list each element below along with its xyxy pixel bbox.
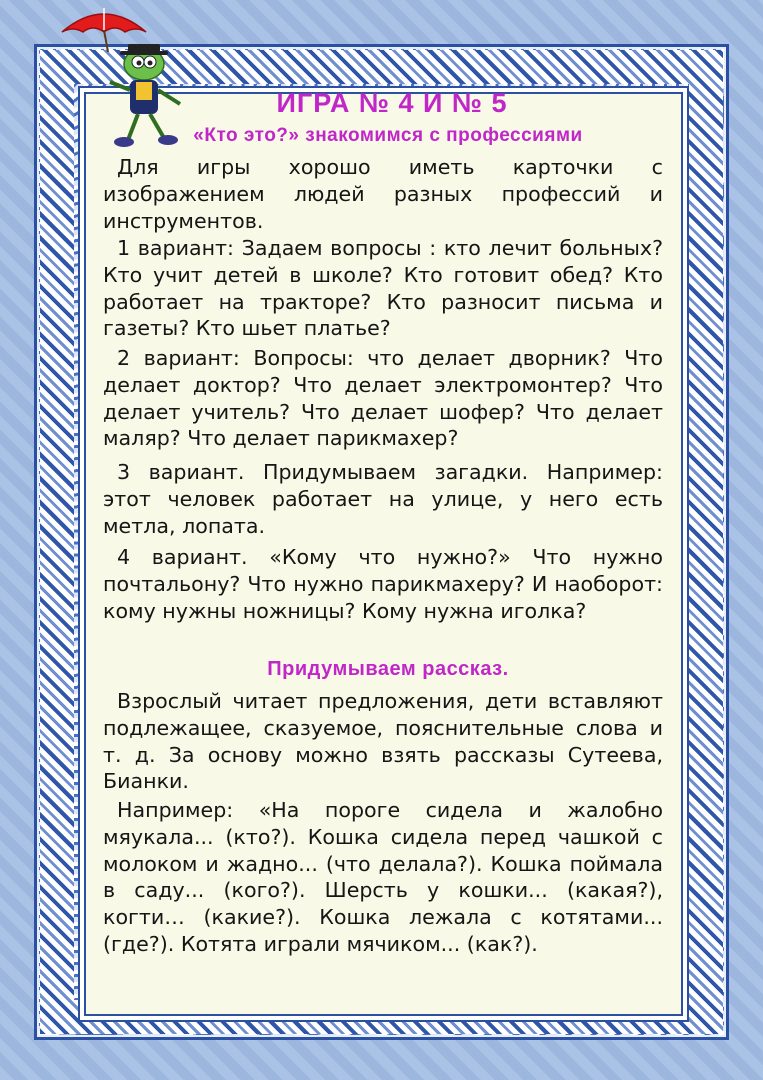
page-subtitle: «Кто это?» знакомимся с профессиями	[193, 125, 583, 146]
story-example-paragraph: Например: «На пороге сидела и жалобно мяукала... (кто?). Кошка сидела перед чашкой с молоком и жадно... (что делала?). Кошка поймала в саду... (кого?). Шерсть у кошки... (какая?), когти… (какие?). Кошка лежала с котятами... (где?). Котята играли мячиком... (как?).	[103, 798, 663, 956]
section-heading: Придумываем рассказ.	[267, 658, 509, 680]
variant4-paragraph: 4 вариант. «Кому что нужно?» Что нужно почтальону? Что нужно парикмахеру? И наоборот: кому нужны ножницы? Кому нужна иголка?	[103, 545, 663, 623]
variant3-paragraph: 3 вариант. Придумываем загадки. Например: этот человек работает на улице, у него есть метла, лопата.	[103, 460, 663, 538]
page-title: ИГРА № 4 И № 5	[276, 88, 508, 118]
intro-paragraph: Для игры хорошо иметь карточки с изображением людей разных профессий и инструментов.	[103, 155, 663, 233]
story-intro-paragraph: Взрослый читает предложения, дети вставляют подлежащее, сказуемое, пояснительные слова и т. д. За основу можно взять рассказы Сутеева, Бианки.	[103, 689, 663, 794]
variant2-paragraph: 2 вариант: Вопросы: что делает дворник? Что делает доктор? Что делает электромонтер? Что делает учитель? Что делает шофер? Что делает маляр? Что делает парикмахер?	[103, 346, 663, 451]
variant1-paragraph: 1 вариант: Задаем вопросы : кто лечит больных? Кто учит детей в школе? Кто готовит обед? Кто работает на тракторе? Кто разносит письма и газеты? Кто шьет платье?	[103, 236, 663, 341]
